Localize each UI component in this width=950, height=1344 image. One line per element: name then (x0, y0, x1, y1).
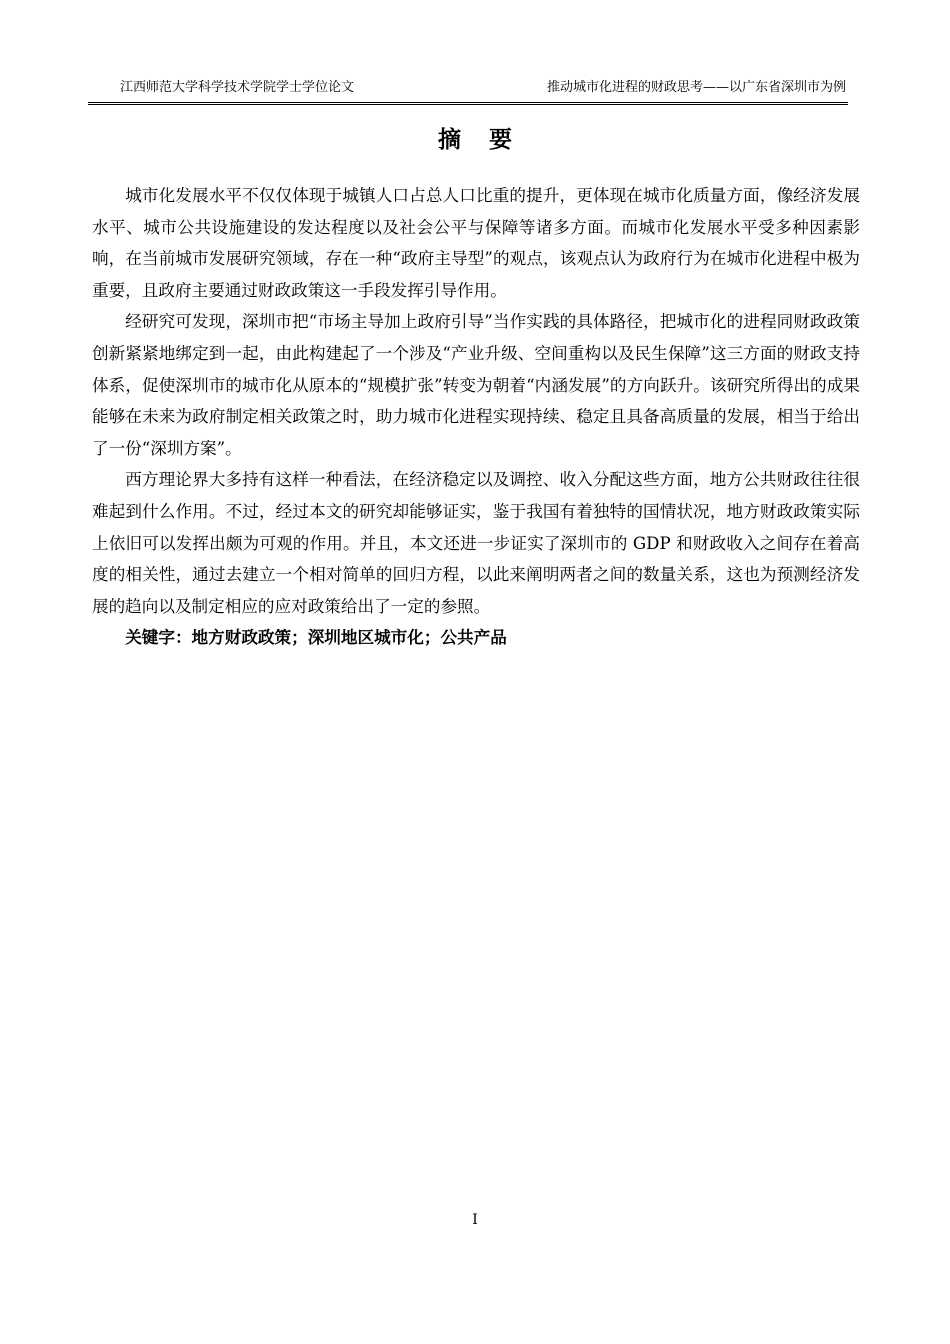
abstract-title: 摘要 (438, 127, 540, 153)
header-thesis-title: 推动城市化进程的财政思考——以广东省深圳市为例 (546, 80, 846, 95)
header-university: 江西师范大学科学技术学院学士学位论文 (120, 80, 355, 95)
abstract-body (92, 180, 860, 654)
abstract-paragraph-2: 经研究可发现，深圳市把“市场主导加上政府引导”当作实践的具体路径，把城市化的进程同财政政策创新紧紧地绑定到一起，由此构建起了一个涉及“产业升级、空间重构以及民生保障”这三方面的财政支持体系，促使深圳市的城市化从原本的“规模扩张”转变为朝着“内涵发展”的方向跃升。该研究所得出的成果能够在未来为政府制定相关政策之时，助力城市化进程实现持续、稳定且具备高质量的发展，相当于给出了一份“深圳方案”。 (92, 312, 860, 458)
abstract-paragraph-1: 城市化发展水平不仅仅体现于城镇人口占总人口比重的提升，更体现在城市化质量方面，像经济发展水平、城市公共设施建设的发达程度以及社会公平与保障等诸多方面。而城市化发展水平受多种因素影响，在当前城市发展研究领域，存在一种“政府主导型”的观点，该观点认为政府行为在城市化进程中极为重要，且政府主要通过财政政策这一手段发挥引导作用。 (92, 186, 860, 300)
page-number: I (472, 1212, 478, 1228)
page-header (88, 76, 848, 103)
keywords-line: 关键字：地方财政政策；深圳地区城市化；公共产品 (125, 628, 507, 648)
abstract-paragraph-3: 西方理论界大多持有这样一种看法，在经济稳定以及调控、收入分配这些方面，地方公共财政往往很难起到什么作用。不过，经过本文的研究却能够证实，鉴于我国有着独特的国情状况，地方财政政策实际上依旧可以发挥出颇为可观的作用。并且，本文还进一步证实了深圳市的 GDP 和财政收入之间存在着高度的相关性，通过去建立一个相对简单的回归方程，以此来阐明两者之间的数量关系，这也为预测经济发展的趋向以及制定相应的应对政策给出了一定的参照。 (92, 470, 860, 616)
header-divider (88, 104, 848, 105)
